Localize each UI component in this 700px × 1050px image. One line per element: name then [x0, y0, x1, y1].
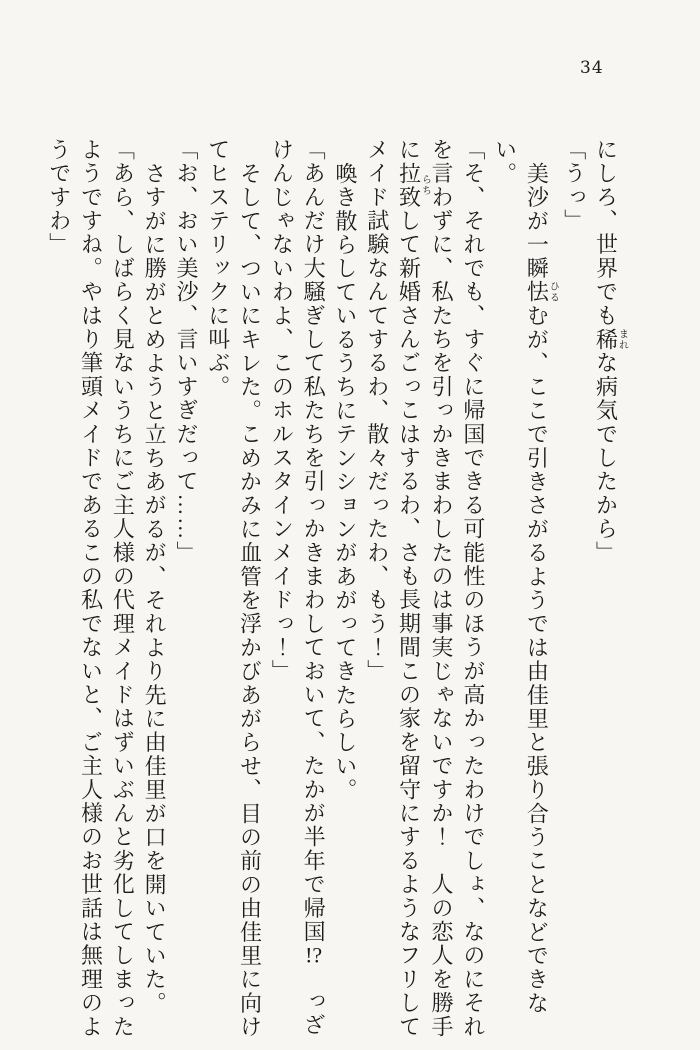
text-run: 。 [492, 161, 518, 184]
paragraph [138, 138, 170, 1041]
furigana-annotated-text: 拉致らち [396, 161, 431, 210]
paragraph [266, 138, 330, 1041]
text-block [43, 138, 627, 1041]
text-run: 「うっ」 [561, 138, 587, 233]
paragraph [590, 138, 627, 1041]
text-run: 「お、おい美沙、言いすぎだって……」 [173, 138, 199, 565]
furigana-annotated-text: 怯ひる [524, 280, 559, 304]
text-run: そして、ついにキレた。こめかみに血管を浮かびあがらせ、目の前の由佳里に向けてヒステリックに叫ぶ。 [205, 138, 263, 1039]
text-run: して新婚さんごっこはするわ、さも長期間この家を留守にするようなフリしてメイド試験なんてするわ、散々だったわ、もう！」 [364, 138, 422, 1039]
paragraph [329, 138, 361, 1041]
text-run: っざけんじゃないわよ、このホルスタインメイドっ！」 [269, 138, 327, 1037]
text-run: 「あら、しばらく見ないうちにご主人様の代理メイドはずいぶんと劣化してしまったようですね。やはり筆頭メイドであるこの私でないと、ご主人様のお世話は無理のようですわ」 [46, 138, 136, 1039]
text-run: な病気でしたから」 [593, 351, 619, 565]
paragraph [202, 138, 266, 1041]
text-run: 「そ、それでも、すぐに帰国できる可能性のほうが高かったわけでしょ、なのにそれを言わずに、私たちを引っかきまわしたのは事実じゃないですか！ 人の恋人を勝手に [396, 138, 486, 1039]
text-run: むが、ここで引きさがるようでは由佳里と張り合うことなどできない [492, 138, 550, 1015]
paragraph [361, 138, 489, 1041]
paragraph [489, 138, 558, 1041]
furigana-annotated-text: 稀まれ [593, 327, 628, 352]
text-run: 美沙が一瞬 [524, 161, 550, 281]
text-run: 喚き散らしているうちにテンションがあがってきたらしい。 [332, 161, 358, 802]
page-number: 34 [580, 58, 604, 78]
text-run: にしろ、世界でも [593, 138, 619, 328]
tate-chu-yoko: !? [305, 943, 323, 966]
text-run: さすがに勝がとめようと立ちあがるが、それより先に由佳里が口を開いていた。 [142, 161, 168, 1015]
text-run: 「あんだけ大騒ぎして私たちを引っかきまわしておいて、たかが半年で帰国 [301, 138, 327, 944]
paragraph [43, 138, 138, 1041]
paragraph [170, 138, 202, 1041]
paragraph [558, 138, 590, 1041]
